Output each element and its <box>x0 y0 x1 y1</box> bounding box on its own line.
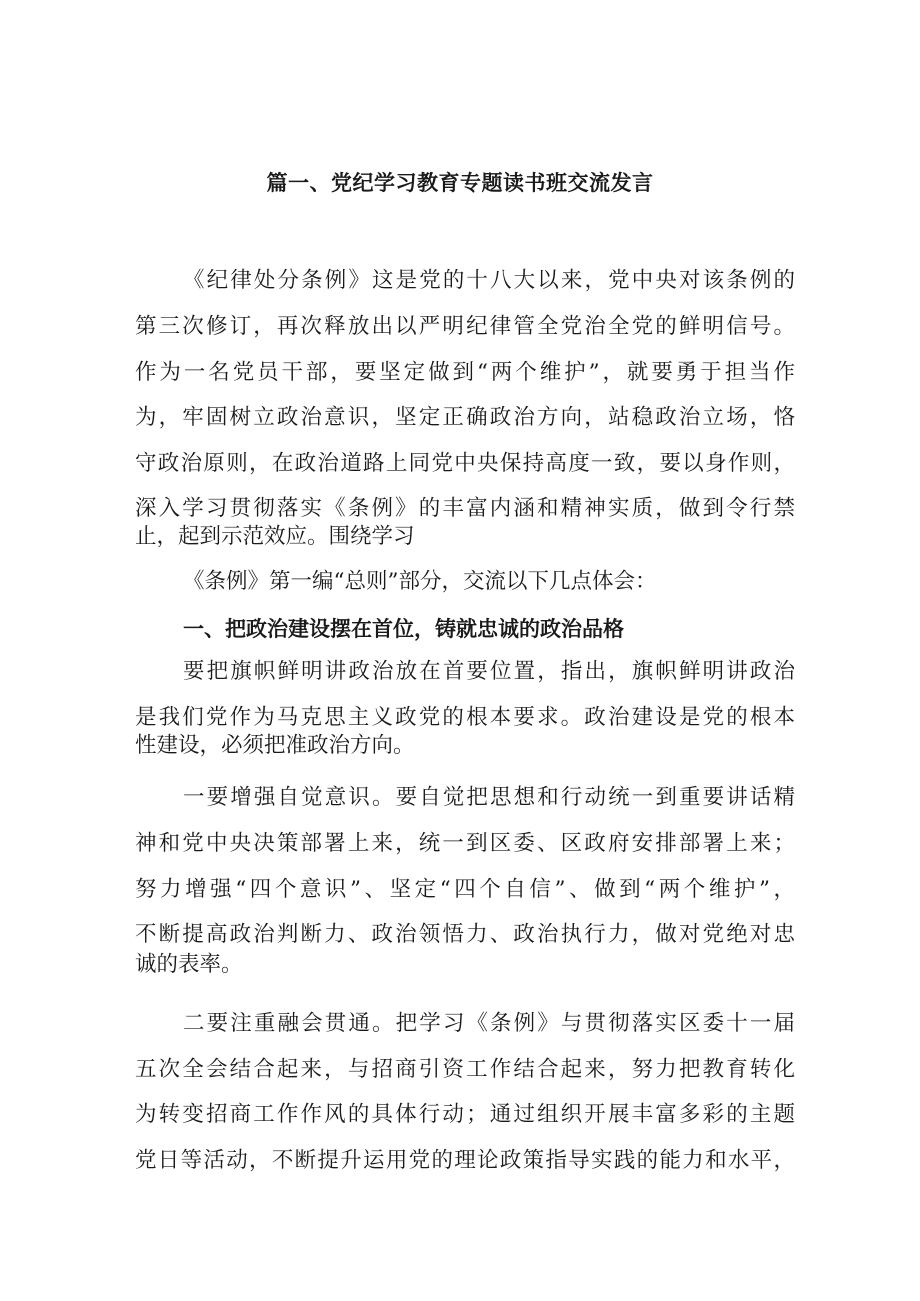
paragraph-line: 是我们党作为马克思主义政党的根本要求。政治建设是党的根本 <box>135 705 795 730</box>
paragraph-line: 深入学习贯彻落实《条例》的丰富内涵和精神实质，做到令行禁 <box>135 496 795 521</box>
paragraph-line: 为，牢固树立政治意识，坚定正确政治方向，站稳政治立场，恪 <box>135 405 795 430</box>
paragraph-line: 止，起到示范效应。围绕学习 <box>135 524 415 549</box>
paragraph-line: 党日等活动，不断提升运用党的理论政策指导实践的能力和水平， <box>135 1148 795 1173</box>
paragraph-line: 作为一名党员干部，要坚定做到“两个维护”，就要勇于担当作 <box>135 360 795 385</box>
document-title: 篇一、党纪学习教育专题读书班交流发言 <box>266 171 654 195</box>
section-heading: 一、把政治建设摆在首位，铸就忠诚的政治品格 <box>183 617 624 641</box>
paragraph-line: 守政治原则，在政治道路上同党中央保持高度一致，要以身作则， <box>135 451 795 476</box>
paragraph-line: 《纪律处分条例》这是党的十八大以来，党中央对该条例的 <box>183 268 795 293</box>
paragraph-line: 为转变招商工作作风的具体行动；通过组织开展丰富多彩的主题 <box>135 1102 795 1127</box>
paragraph-line: 要把旗帜鲜明讲政治放在首要位置，指出，旗帜鲜明讲政治 <box>183 659 795 684</box>
paragraph-line: 努力增强“四个意识”、坚定“四个自信”、做到“两个维护”， <box>135 877 795 902</box>
paragraph-line: 一要增强自觉意识。要自觉把思想和行动统一到重要讲话精 <box>183 785 795 810</box>
paragraph-line: 《条例》第一编“总则”部分，交流以下几点体会： <box>183 569 657 594</box>
paragraph-line: 性建设，必须把准政治方向。 <box>135 733 415 758</box>
paragraph-line: 不断提高政治判断力、政治领悟力、政治执行力，做对党绝对忠 <box>135 922 795 947</box>
paragraph-line: 诚的表率。 <box>135 952 243 977</box>
paragraph-line: 神和党中央决策部署上来，统一到区委、区政府安排部署上来； <box>135 831 795 856</box>
paragraph-line: 二要注重融会贯通。把学习《条例》与贯彻落实区委十一届 <box>183 1011 795 1036</box>
paragraph-line: 五次全会结合起来，与招商引资工作结合起来，努力把教育转化 <box>135 1057 795 1082</box>
paragraph-line: 第三次修订，再次释放出以严明纪律管全党治全党的鲜明信号。 <box>135 314 795 339</box>
